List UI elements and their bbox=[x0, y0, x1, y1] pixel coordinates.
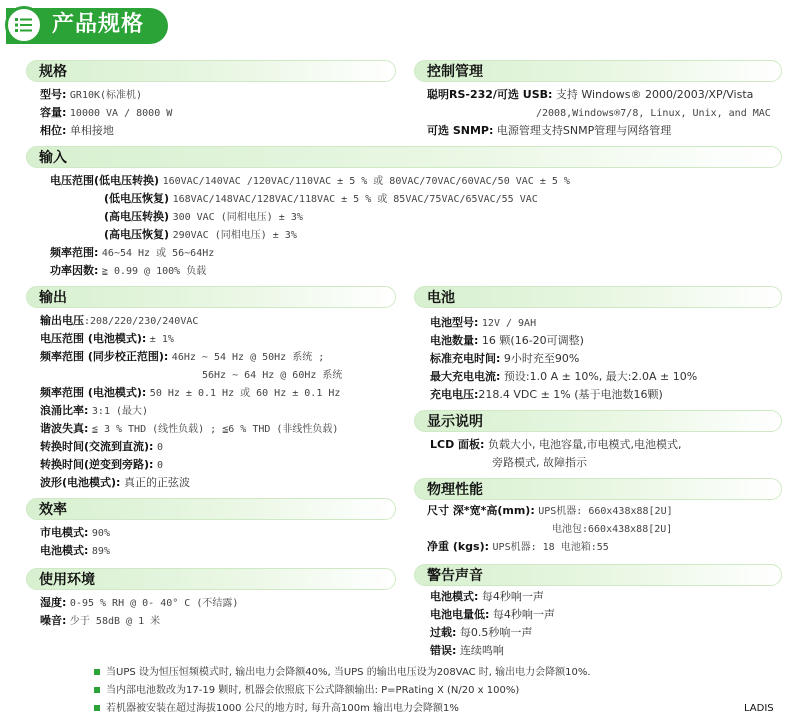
output-wave: 波形(电池模式): 真正的正弦波 bbox=[40, 476, 190, 489]
brand-logo: LADIS bbox=[744, 703, 774, 714]
input-row2: (低电压恢复) 168VAC/148VAC/128VAC/118VAC ± 5 % 或 85VAC/75VAC/65VAC/55 VAC bbox=[104, 192, 538, 205]
input-row3: (高电压转换) 300 VAC (同相电压) ± 3% bbox=[104, 210, 303, 223]
section-spec bbox=[26, 60, 396, 82]
section-control bbox=[414, 60, 782, 82]
section-title: 规格 bbox=[39, 64, 67, 80]
section-title: 控制管理 bbox=[427, 64, 483, 80]
section-title: 输出 bbox=[39, 290, 67, 306]
page-title: 产品规格 bbox=[52, 12, 145, 37]
environment-humidity: 湿度: 0-95 % RH @ 0- 40° C (不结露) bbox=[40, 596, 239, 609]
battery-voltage: 充电电压:218.4 VDC ± 1% (基于电池数16颗) bbox=[430, 388, 663, 401]
bullet-icon bbox=[94, 687, 100, 693]
alarm-error: 错误: 连续鸣响 bbox=[430, 644, 504, 657]
control-usb: 聪明RS-232/可选 USB: 支持 Windows® 2000/2003/XP/Vista bbox=[427, 88, 754, 101]
note-item: 当内部电池数改为17-19 颗时, 机器会依照底下公式降额输出: P=PRating X (N/20 x 100%) bbox=[94, 682, 519, 699]
output-transfer1: 转换时间(交流到直流): 0 bbox=[40, 440, 163, 453]
physical-size-2: 电池包:660x438x88[2U] bbox=[552, 524, 673, 535]
output-voltage: 输出电压:208/220/230/240VAC bbox=[40, 314, 199, 327]
output-freq-batt: 频率范围 (电池模式): 50 Hz ± 0.1 Hz 或 60 Hz ± 0.1 Hz bbox=[40, 386, 341, 399]
section-alarm bbox=[414, 564, 782, 586]
spec-capacity: 容量: 10000 VA / 8000 W bbox=[40, 106, 173, 119]
section-input bbox=[26, 146, 782, 168]
battery-count: 电池数量: 16 颗(16-20可调整) bbox=[430, 334, 584, 347]
physical-weight: 净重 (kgs): UPS机器: 18 电池箱:55 bbox=[427, 540, 609, 553]
environment-noise: 噪音: 少于 58dB @ 1 米 bbox=[40, 614, 161, 627]
alarm-battery: 电池模式: 每4秒响一声 bbox=[430, 590, 544, 603]
output-vrange: 电压范围 (电池模式): ± 1% bbox=[40, 332, 174, 345]
section-title: 显示说明 bbox=[427, 414, 483, 430]
section-title: 警告声音 bbox=[427, 568, 483, 584]
section-title: 效率 bbox=[39, 502, 67, 518]
input-row1: 电压范围(低电压转换) 160VAC/140VAC /120VAC/110VAC ± 5 % 或 80VAC/70VAC/60VAC/50 VAC ± 5 % bbox=[50, 174, 570, 187]
section-environment bbox=[26, 568, 396, 590]
section-title: 使用环境 bbox=[39, 572, 95, 588]
bullet-icon bbox=[94, 705, 100, 711]
section-display bbox=[414, 410, 782, 432]
input-freq: 频率范围: 46~54 Hz 或 56~64Hz bbox=[50, 246, 215, 259]
output-transfer2: 转换时间(逆变到旁路): 0 bbox=[40, 458, 163, 471]
output-freq-sync-2: 56Hz ~ 64 Hz @ 60Hz 系统 bbox=[202, 370, 343, 381]
section-efficiency bbox=[26, 498, 396, 520]
section-physical bbox=[414, 478, 782, 500]
battery-charge-time: 标准充电时间: 9小时充至90% bbox=[430, 352, 580, 365]
efficiency-ac: 市电模式: 90% bbox=[40, 526, 110, 539]
section-battery bbox=[414, 286, 782, 308]
spec-model: 型号: GR10K(标准机) bbox=[40, 88, 143, 101]
battery-max-current: 最大充电电流: 预设:1.0 A ± 10%, 最大:2.0A ± 10% bbox=[430, 370, 698, 383]
alarm-overload: 过载: 每0.5秒响一声 bbox=[430, 626, 533, 639]
input-pf: 功率因数: ≧ 0.99 @ 100% 负载 bbox=[50, 264, 207, 277]
physical-size: 尺寸 深*宽*高(mm): UPS机器: 660x438x88[2U] bbox=[427, 504, 673, 517]
note-item: 若机器被安装在超过海拔1000 公尺的地方时, 每升高100m 输出电力会降额1% bbox=[94, 700, 459, 717]
section-title: 物理性能 bbox=[427, 482, 483, 498]
control-os: /2008,Windows®7/8, Linux, Unix, and MAC bbox=[536, 108, 771, 119]
spec-phase: 相位: 单相接地 bbox=[40, 124, 114, 137]
section-output bbox=[26, 286, 396, 308]
bullet-icon bbox=[94, 669, 100, 675]
display-lcd: LCD 面板: 负载大小, 电池容量,市电模式,电池模式, bbox=[430, 438, 682, 451]
efficiency-batt: 电池模式: 89% bbox=[40, 544, 110, 557]
list-icon bbox=[5, 6, 43, 44]
section-title: 电池 bbox=[427, 290, 455, 306]
output-thd: 谐波失真: ≦ 3 % THD (线性负载) ; ≦6 % THD (非线性负载) bbox=[40, 422, 339, 435]
section-title: 输入 bbox=[39, 150, 67, 166]
input-row4: (高电压恢复) 290VAC (同相电压) ± 3% bbox=[104, 228, 297, 241]
battery-type: 电池型号: 12V / 9AH bbox=[430, 316, 537, 329]
alarm-low: 电池电量低: 每4秒响一声 bbox=[430, 608, 555, 621]
display-lcd-2: 旁路模式, 故障指示 bbox=[492, 456, 587, 469]
control-snmp: 可选 SNMP: 电源管理支持SNMP管理与网络管理 bbox=[427, 124, 672, 137]
output-freq-sync: 频率范围 (同步校正范围): 46Hz ~ 54 Hz @ 50Hz 系统 ; bbox=[40, 350, 325, 363]
output-crest: 浪涌比率: 3:1 (最大) bbox=[40, 404, 149, 417]
note-item: 当UPS 设为恒压恒频模式时, 输出电力会降额40%, 当UPS 的输出电压设为208VAC 时, 输出电力会降额10%. bbox=[94, 664, 591, 681]
